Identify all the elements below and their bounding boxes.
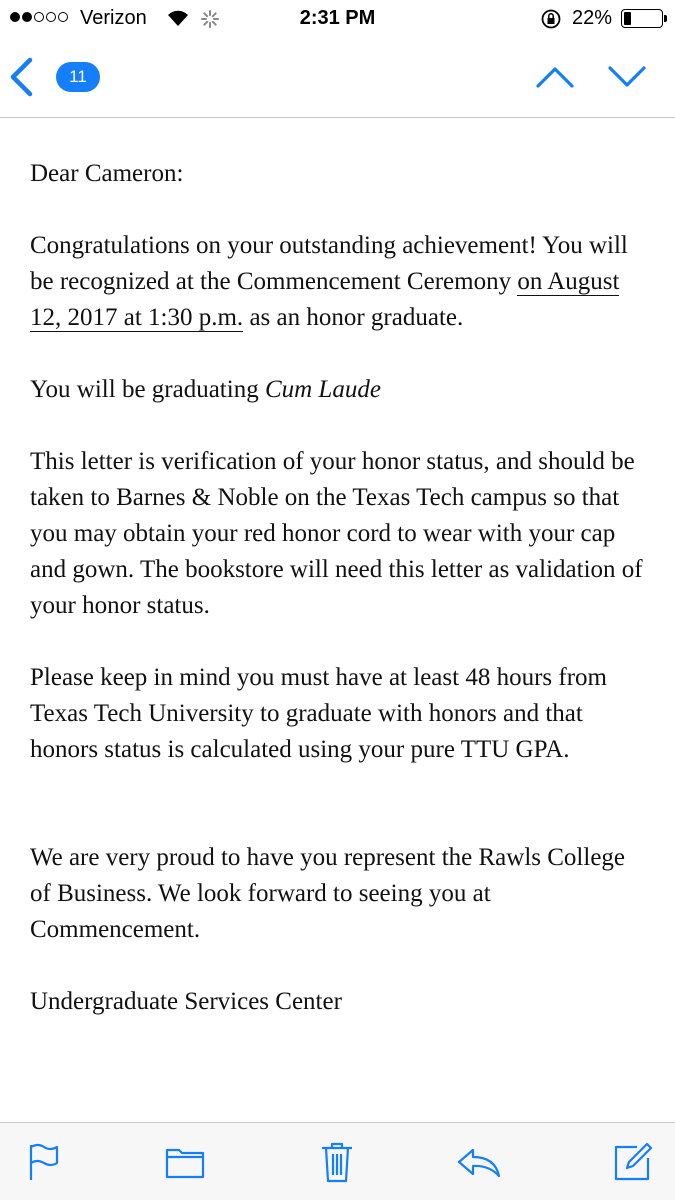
paragraph-congratulations-tail: as an honor graduate. [243, 304, 464, 331]
paragraph-congratulations [30, 228, 650, 336]
mail-nav-bar [0, 38, 675, 118]
paragraph-requirements: Please keep in mind you must have at least 48 hours from Texas Tech University to graduate with honors and that honors status is calculated using your pure TTU GPA. [30, 664, 607, 763]
compose-button[interactable] [606, 1137, 660, 1187]
paragraph-honor [30, 372, 650, 408]
rotation-lock-icon [540, 8, 562, 36]
previous-message-button[interactable] [534, 62, 576, 92]
battery-icon [621, 9, 663, 28]
honor-level: Cum Laude [264, 376, 381, 403]
next-message-button[interactable] [606, 62, 648, 92]
battery-percent: 22% [572, 7, 613, 29]
delete-button[interactable] [310, 1137, 364, 1187]
status-bar [0, 0, 675, 38]
email-body [30, 156, 650, 1120]
salutation: Dear Cameron: [30, 160, 184, 187]
reply-icon [455, 1144, 503, 1180]
status-time: 2:31 PM [299, 7, 376, 29]
paragraph-honor-lead: You will be graduating [30, 376, 265, 403]
compose-icon [611, 1140, 655, 1184]
blank-line [30, 804, 650, 840]
chevron-down-icon [606, 62, 648, 92]
paragraph-congratulations-lead: Congratulations on your outstanding achievement! You will be recognized at the Commencement Ceremony [30, 232, 628, 295]
paragraph-verification: This letter is verification of your honor status, and should be taken to Barnes & Noble on the Texas Tech campus so that you may obtain your red honor cord to wear with your cap and gown. The bookstore will need this letter as validation of your honor status. [30, 448, 643, 619]
chevron-left-icon [8, 57, 34, 97]
battery-fill [624, 12, 631, 25]
back-unread-count-badge: 11 [56, 62, 100, 92]
flag-icon [26, 1142, 60, 1182]
ceremony-date-link[interactable]: on August 12, 2017 at 1:30 p.m. [30, 268, 620, 331]
battery-tip [664, 15, 667, 22]
move-to-folder-button[interactable] [158, 1137, 212, 1187]
mail-toolbar [0, 1122, 675, 1200]
folder-icon [164, 1144, 206, 1180]
paragraph-closing: We are very proud to have you represent the Rawls College of Business. We look forward to seeing you at Commencement. [30, 844, 626, 943]
chevron-up-icon [534, 62, 576, 92]
trash-icon [319, 1140, 355, 1184]
back-button[interactable] [8, 52, 98, 102]
carrier-name: Verizon [80, 7, 147, 29]
reply-button[interactable] [452, 1137, 506, 1187]
flag-button[interactable] [16, 1137, 70, 1187]
signature: Undergraduate Services Center [30, 988, 342, 1015]
